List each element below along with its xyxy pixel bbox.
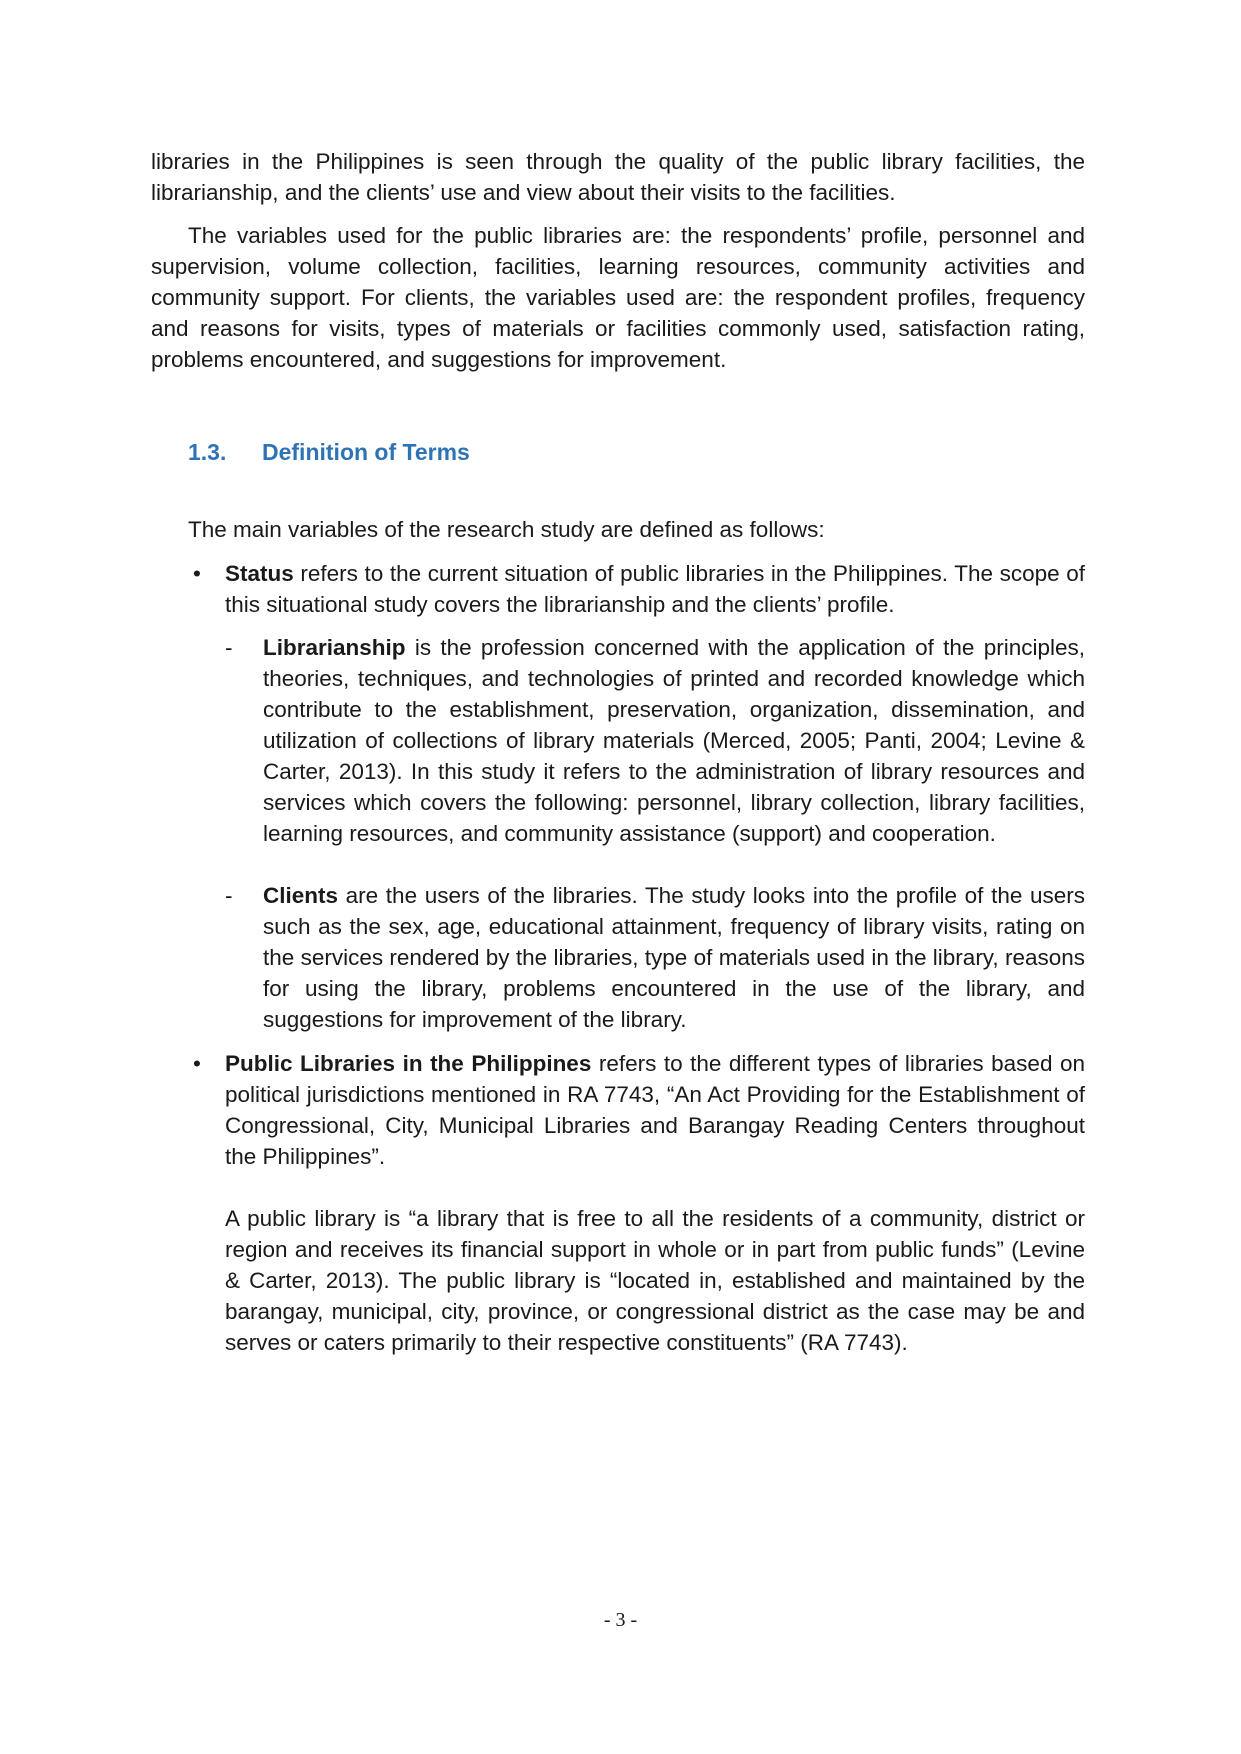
bullet-icon: •	[193, 561, 201, 586]
term-definition: refers to the different types of libraries based on political jurisdictions mentioned in RA 7743, “An Act Providing for the Establishment of Congressional, City, Municipal Libraries and Barangay Reading Centers throughout the Philippines”.	[225, 1051, 1085, 1169]
bullet-icon: •	[193, 1051, 201, 1076]
definition-clients	[225, 880, 1085, 1035]
dash-marker: -	[225, 883, 233, 908]
body-paragraph: libraries in the Philippines is seen through the quality of the public library facilities, the librarianship, and the clients’ use and view about their visits to the facilities.	[151, 149, 1085, 205]
term-definition: is the profession concerned with the application of the principles, theories, techniques, and technologies of printed and recorded knowledge which contribute to the establishment, preservation, organization, dissemination, and utilization of collections of library materials (Merced, 2005; Panti, 2004; Levine & Carter, 2013). In this study it refers to the administration of library resources and services which covers the following: personnel, library collection, library facilities, learning resources, and community assistance (support) and cooperation.	[263, 635, 1085, 846]
body-paragraph: The variables used for the public libraries are: the respondents’ profile, personnel and supervision, volume collection, facilities, learning resources, community activities and community support. For clients, the variables used are: the respondent profiles, frequency and reasons for visits, types of materials or facilities commonly used, satisfaction rating, problems encountered, and suggestions for improvement.	[151, 223, 1085, 372]
term-label: Librarianship	[263, 635, 406, 660]
definition-public-libraries	[193, 1048, 1085, 1172]
term-label: Clients	[263, 883, 339, 908]
dash-marker: -	[225, 635, 233, 660]
definition-paragraph: A public library is “a library that is free to all the residents of a community, district or region and receives its financial support in whole or in part from public funds” (Levine & Carter, 2013). The public library is “located in, established and maintained by the barangay, municipal, city, province, or congressional district as the case may be and serves or caters primarily to their respective constituents” (RA 7743).	[225, 1206, 1085, 1355]
term-definition: refers to the current situation of public libraries in the Philippines. The scope of this situational study covers the librarianship and the clients’ profile.	[225, 561, 1085, 617]
term-label: Status	[225, 561, 294, 586]
section-title: Definition of Terms	[262, 439, 470, 465]
section-number: 1.3.	[188, 439, 227, 465]
definition-librarianship	[225, 632, 1085, 849]
definition-status	[193, 558, 1085, 620]
section-heading	[188, 437, 1085, 468]
document-page	[151, 146, 1085, 1358]
section-intro: The main variables of the research study are defined as follows:	[188, 517, 825, 542]
page-number: - 3 -	[603, 1609, 638, 1631]
term-definition: are the users of the libraries. The study looks into the profile of the users such as the sex, age, educational attainment, frequency of library visits, rating on the services rendered by the libraries, type of materials used in the library, reasons for using the library, problems encountered in the use of the library, and suggestions for improvement of the library.	[263, 883, 1085, 1032]
term-label: Public Libraries in the Philippines	[225, 1051, 592, 1076]
